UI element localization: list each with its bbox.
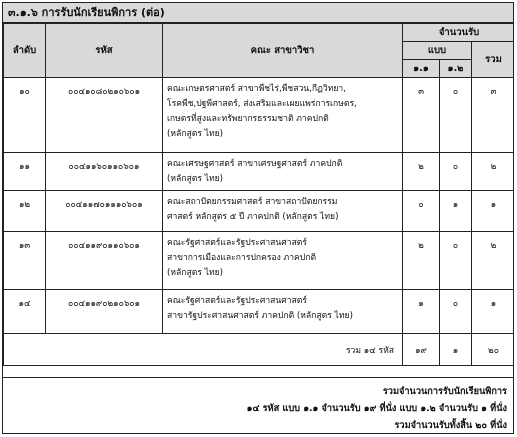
row-order: ๑๓: [4, 232, 46, 290]
totals-type-1-1: ๑๙: [403, 334, 440, 366]
program-line: คณะสถาปัตยกรรมศาสตร์ สาขาสถาปัตยกรรม: [167, 197, 338, 207]
row-total: ๒: [472, 232, 515, 290]
row-total: ๑: [472, 290, 515, 334]
summary-line-detail: ๑๔ รหัส แบบ ๑.๑ จำนวนรับ ๑๙ ที่นั่ง แบบ ๑.๒ จำนวนรับ ๑ ที่นั่ง: [246, 403, 507, 414]
row-type-1-2: ๐: [440, 78, 472, 153]
row-program: [163, 290, 403, 334]
row-code: ๐๐๔๑๑๙๐๑๑๐๖๐๑: [46, 232, 163, 290]
header-type-1-1: ๑.๑: [403, 60, 440, 78]
row-type-1-1: ๓: [403, 78, 440, 153]
program-line: (หลักสูตร ไทย): [167, 174, 224, 184]
header-seats: จำนวนรับ: [403, 24, 515, 42]
header-type-1-2: ๑.๒: [440, 60, 472, 78]
row-code: ๐๐๔๑๑๙๐๒๑๐๖๐๑: [46, 290, 163, 334]
admission-table: [3, 23, 514, 366]
program-line: คณะเศรษฐศาสตร์ สาขาเศรษฐศาสตร์ ภาคปกติ: [167, 159, 343, 169]
summary-block: [3, 377, 513, 434]
section-title: ๓.๑.๖ การรับนักเรียนพิการ (ต่อ): [3, 3, 513, 23]
row-code: ๐๐๔๑๐๘๐๒๑๐๖๐๑: [46, 78, 163, 153]
row-program: [163, 191, 403, 232]
header-code: รหัส: [46, 24, 163, 78]
totals-type-1-2: ๑: [440, 334, 472, 366]
program-line: (หลักสูตร ไทย): [167, 268, 224, 278]
row-type-1-2: ๐: [440, 232, 472, 290]
row-type-1-1: ๒: [403, 153, 440, 191]
row-type-1-1: ๐: [403, 191, 440, 232]
summary-line-title: รวมจำนวนการรับนักเรียนพิการ: [382, 386, 507, 397]
row-order: ๑๑: [4, 153, 46, 191]
row-code: ๐๐๔๑๑๖๐๑๑๐๖๐๑: [46, 153, 163, 191]
row-type-1-2: ๐: [440, 153, 472, 191]
table-frame: [2, 2, 514, 434]
totals-row: [4, 334, 515, 366]
row-type-1-1: ๒: [403, 232, 440, 290]
program-line: คณะรัฐศาสตร์และรัฐประศาสนศาสตร์: [167, 296, 308, 306]
row-program: [163, 232, 403, 290]
row-program: [163, 78, 403, 153]
table-row: [4, 232, 515, 290]
program-line: โรคพืช,ปฐพีศาสตร์, ส่งเสริมและเผยแพร่การเกษตร,: [167, 99, 357, 109]
header-faculty-program: คณะ สาขาวิชา: [163, 24, 403, 78]
row-total: ๑: [472, 191, 515, 232]
row-code: ๐๐๔๑๑๗๐๑๑๑๐๖๐๑: [46, 191, 163, 232]
header-type: แบบ: [403, 42, 472, 60]
program-line: สาขาการเมืองและการปกครอง ภาคปกติ: [167, 253, 317, 263]
program-line: สาขารัฐประศาสนศาสตร์ ภาคปกติ (หลักสูตร ไทย): [167, 311, 353, 321]
table-row: [4, 191, 515, 232]
row-total: ๓: [472, 78, 515, 153]
header-row: [4, 24, 515, 42]
program-line: ศาสตร์ หลักสูตร ๕ ปี ภาคปกติ (หลักสูตร ไทย): [167, 212, 339, 222]
row-type-1-2: ๑: [440, 191, 472, 232]
summary-line-total: รวมจำนวนรับทั้งสิ้น ๒๐ ที่นั่ง: [394, 420, 507, 431]
row-order: ๑๒: [4, 191, 46, 232]
program-line: เกษตรที่สูงและทรัพยากรธรรมชาติ ภาคปกติ: [167, 114, 329, 124]
totals-label: รวม ๑๔ รหัส: [4, 334, 403, 366]
table-row: [4, 153, 515, 191]
header-total: รวม: [472, 42, 515, 78]
table-row: [4, 290, 515, 334]
row-type-1-2: ๐: [440, 290, 472, 334]
row-type-1-1: ๑: [403, 290, 440, 334]
table-row: [4, 78, 515, 153]
header-order: ลำดับ: [4, 24, 46, 78]
program-line: (หลักสูตร ไทย): [167, 129, 224, 139]
row-order: ๑๐: [4, 78, 46, 153]
program-line: คณะรัฐศาสตร์และรัฐประศาสนศาสตร์: [167, 238, 308, 248]
row-order: ๑๔: [4, 290, 46, 334]
row-total: ๒: [472, 153, 515, 191]
row-program: [163, 153, 403, 191]
totals-total: ๒๐: [472, 334, 515, 366]
program-line: คณะเกษตรศาสตร์ สาขาพืชไร่,พืชสวน,กีฏวิทยา,: [167, 84, 346, 94]
